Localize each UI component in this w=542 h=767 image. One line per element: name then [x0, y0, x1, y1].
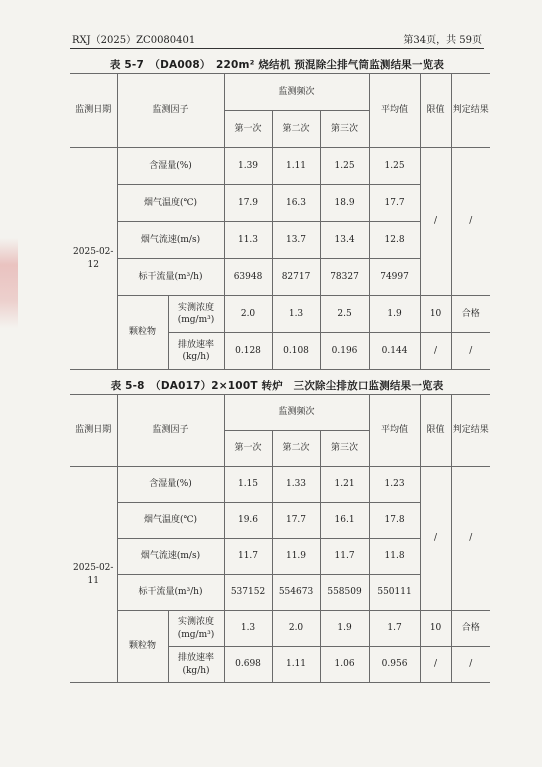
average-cell: 550111 [369, 575, 420, 611]
value-cell: 13.4 [320, 222, 369, 259]
page-header [72, 31, 482, 46]
frequency-header: 监测频次 [224, 74, 369, 111]
table1 [70, 73, 490, 370]
factor-label: 烟气温度(℃) [117, 185, 224, 222]
value-cell: 0.698 [224, 647, 272, 683]
header-rule [70, 48, 484, 49]
average-cell: 0.956 [369, 647, 420, 683]
monitoring-date: 2025-02-11 [70, 467, 117, 683]
factor-label: 实测浓度(mg/m³) [168, 296, 224, 333]
value-cell: 2.0 [224, 296, 272, 333]
value-cell: 1.06 [320, 647, 369, 683]
average-cell: 74997 [369, 259, 420, 296]
value-cell: 0.108 [272, 333, 320, 370]
result-cell: 合格 [451, 296, 490, 333]
page-indicator: 第34页，共 59页 [403, 35, 482, 46]
value-cell: 19.6 [224, 503, 272, 539]
frequency-header: 监测频次 [224, 395, 369, 431]
limit-cell: / [420, 333, 451, 370]
pollutant-label: 颗粒物 [117, 296, 168, 370]
result-header: 判定结果 [451, 395, 490, 467]
value-cell: 1.3 [224, 611, 272, 647]
limit-cell: 10 [420, 611, 451, 647]
average-cell: 1.25 [369, 148, 420, 185]
value-cell: 1.11 [272, 148, 320, 185]
factor-label: 含湿量(%) [117, 148, 224, 185]
value-cell: 11.9 [272, 539, 320, 575]
factor-header: 监测因子 [117, 395, 224, 467]
document-number: RXJ（2025）ZC0080401 [72, 35, 196, 46]
factor-label: 排放速率(kg/h) [168, 333, 224, 370]
result-cell: / [451, 467, 490, 611]
result-cell: 合格 [451, 611, 490, 647]
run2-header: 第二次 [272, 431, 320, 467]
run1-header: 第一次 [224, 111, 272, 148]
average-cell: 0.144 [369, 333, 420, 370]
limit-header: 限值 [420, 74, 451, 148]
average-header: 平均值 [369, 74, 420, 148]
value-cell: 2.0 [272, 611, 320, 647]
run3-header: 第三次 [320, 111, 369, 148]
date-header: 监测日期 [70, 74, 117, 148]
pollutant-label: 颗粒物 [117, 611, 168, 683]
average-cell: 12.8 [369, 222, 420, 259]
average-cell: 1.23 [369, 467, 420, 503]
limit-cell: / [420, 467, 451, 611]
value-cell: 558509 [320, 575, 369, 611]
value-cell: 1.21 [320, 467, 369, 503]
table2-caption: 表 5-8 （DA017）2×100T 转炉 三次除尘排放口监测结果一览表 [110, 380, 444, 392]
average-cell: 1.7 [369, 611, 420, 647]
value-cell: 18.9 [320, 185, 369, 222]
value-cell: 1.25 [320, 148, 369, 185]
value-cell: 78327 [320, 259, 369, 296]
value-cell: 0.128 [224, 333, 272, 370]
value-cell: 1.11 [272, 647, 320, 683]
result-cell: / [451, 647, 490, 683]
value-cell: 17.7 [272, 503, 320, 539]
value-cell: 537152 [224, 575, 272, 611]
factor-label: 烟气流速(m/s) [117, 222, 224, 259]
value-cell: 11.7 [224, 539, 272, 575]
monitoring-date: 2025-02-12 [70, 148, 117, 370]
table2 [70, 394, 490, 683]
value-cell: 11.7 [320, 539, 369, 575]
date-header: 监测日期 [70, 395, 117, 467]
value-cell: 11.3 [224, 222, 272, 259]
average-cell: 17.8 [369, 503, 420, 539]
value-cell: 1.3 [272, 296, 320, 333]
run3-header: 第三次 [320, 431, 369, 467]
limit-cell: 10 [420, 296, 451, 333]
value-cell: 1.33 [272, 467, 320, 503]
factor-label: 实测浓度(mg/m³) [168, 611, 224, 647]
run2-header: 第二次 [272, 111, 320, 148]
table1-caption: 表 5-7 （DA008） 220m² 烧结机 预混除尘排气筒监测结果一览表 [109, 59, 445, 71]
limit-header: 限值 [420, 395, 451, 467]
value-cell: 82717 [272, 259, 320, 296]
result-header: 判定结果 [451, 74, 490, 148]
value-cell: 16.3 [272, 185, 320, 222]
value-cell: 1.39 [224, 148, 272, 185]
value-cell: 2.5 [320, 296, 369, 333]
result-cell: / [451, 148, 490, 296]
limit-cell: / [420, 148, 451, 296]
factor-label: 含湿量(%) [117, 467, 224, 503]
value-cell: 0.196 [320, 333, 369, 370]
red-seal-stamp-fragment [0, 238, 18, 328]
value-cell: 16.1 [320, 503, 369, 539]
value-cell: 13.7 [272, 222, 320, 259]
factor-label: 排放速率(kg/h) [168, 647, 224, 683]
value-cell: 17.9 [224, 185, 272, 222]
average-cell: 17.7 [369, 185, 420, 222]
factor-label: 标干流量(m³/h) [117, 259, 224, 296]
run1-header: 第一次 [224, 431, 272, 467]
value-cell: 1.9 [320, 611, 369, 647]
average-header: 平均值 [369, 395, 420, 467]
factor-label: 标干流量(m³/h) [117, 575, 224, 611]
factor-label: 烟气流速(m/s) [117, 539, 224, 575]
value-cell: 1.15 [224, 467, 272, 503]
result-cell: / [451, 333, 490, 370]
average-cell: 1.9 [369, 296, 420, 333]
factor-label: 烟气温度(℃) [117, 503, 224, 539]
value-cell: 554673 [272, 575, 320, 611]
limit-cell: / [420, 647, 451, 683]
factor-header: 监测因子 [117, 74, 224, 148]
average-cell: 11.8 [369, 539, 420, 575]
value-cell: 63948 [224, 259, 272, 296]
